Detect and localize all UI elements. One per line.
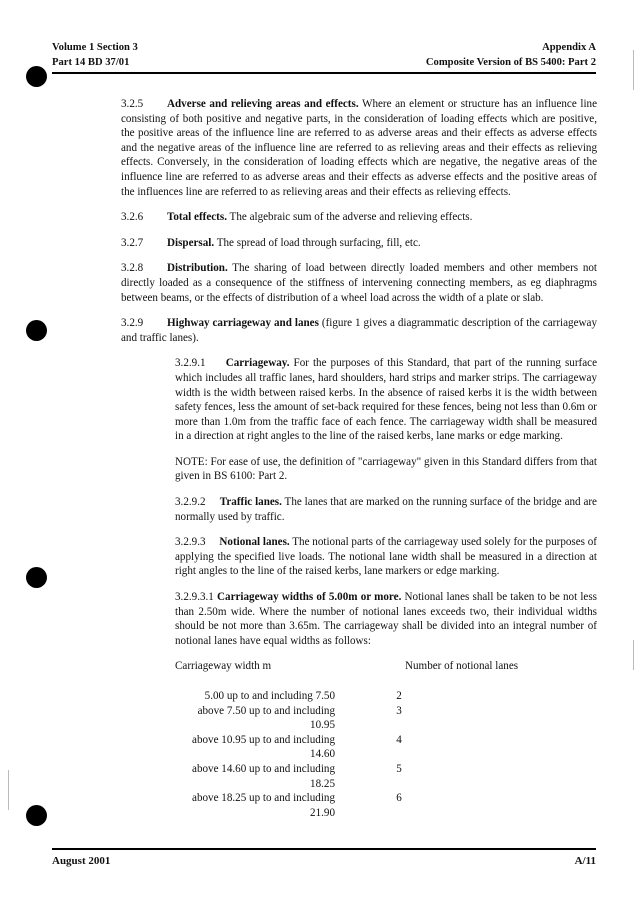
clause-title: Carriageway. — [225, 357, 290, 370]
clause-number: 3.2.6 — [121, 211, 144, 224]
clause-number: 3.2.9.2 — [175, 496, 206, 509]
clause-number: 3.2.9.1 — [175, 357, 206, 370]
clause-title: Notional lanes. — [219, 536, 290, 549]
clause-title: Traffic lanes. — [219, 496, 282, 509]
table-row — [175, 733, 597, 762]
clause-number: 3.2.5 — [121, 98, 144, 110]
cell-width: above 14.60 up to and including 18.25 — [192, 762, 335, 790]
column-header-width: Carriageway width m — [175, 660, 272, 673]
paragraph — [121, 97, 597, 199]
subparagraph — [175, 535, 597, 579]
clause-text: The lanes that are marked on the running surface of the bridge and are normally used by traffic. — [175, 496, 597, 523]
header-volume: Volume 1 Section 3 — [52, 42, 138, 53]
header-part: Part 14 BD 37/01 — [52, 57, 130, 68]
header-appendix: Appendix A — [542, 42, 596, 53]
clause-number: 3.2.7 — [121, 236, 144, 249]
table-row — [175, 791, 597, 820]
scan-edge-mark — [633, 640, 634, 670]
header-version: Composite Version of BS 5400: Part 2 — [425, 57, 596, 68]
note-text: NOTE: For ease of use, the definition of "carriageway" given in this Standard differs from that given in BS 6100: Part 2. — [175, 455, 597, 483]
punch-hole-upper — [26, 320, 47, 341]
clause-text: For the purposes of this Standard, that part of the running surface which includes all traffic lanes, hard shoulders, hard strips and marker strips. The carriageway width is the width between raised kerbs. In the absence of raised kerbs it is the width between safety fences, less the amount of set-back required for these fences, being not less than 0.6m or more than 1.0m from the traffic face of each fence. The carriageway width shall be measured in a direction at right angles to the line of the raised kerbs, lane marks or edge marking. — [175, 357, 597, 443]
paragraph — [121, 261, 597, 305]
subparagraph — [175, 495, 597, 524]
subparagraph — [175, 590, 597, 648]
clause-number: 3.2.9.3.1 — [175, 591, 214, 604]
clause-title: Carriageway widths of 5.00m or more. — [217, 591, 402, 604]
punch-hole-top — [26, 66, 47, 87]
page-body — [121, 97, 597, 820]
cell-width: above 7.50 up to and including 10.95 — [197, 704, 335, 732]
cell-width: above 18.25 up to and including 21.90 — [192, 792, 335, 819]
clause-text: Where an element or structure has an influence line consisting of both positive and negative parts, in the consideration of loading effects which are positive, the positive areas of the influence line are referred to as adverse areas and their effects as adverse effects and the negative areas of the influence line are referred to as relieving areas and their effects as relieving effects. Conversely, in the consideration of loading effects which are negative, the negative areas of the influence line are referred to as adverse areas and their effects as adverse effects and the positive areas of the influences line are referred to as relieving areas and their effects as relieving effects. — [121, 98, 597, 198]
clause-number: 3.2.9 — [121, 317, 144, 330]
punch-hole-lower — [26, 567, 47, 588]
clause-text: The algebraic sum of the adverse and relieving effects. — [226, 211, 473, 224]
clause-text: The notional parts of the carriageway used solely for the purposes of applying the specified live loads. The notional lane width shall be measured in a direction at right angles to the line of the raised kerbs, lane markers or edge marking. — [175, 536, 597, 578]
cell-lanes: 2 — [396, 690, 402, 702]
clause-title: Highway carriageway and lanes — [167, 317, 319, 330]
paragraph — [121, 210, 597, 225]
clause-text: (figure 1 gives a diagrammatic description of the carriageway and traffic lanes). — [121, 317, 597, 344]
header-rule — [52, 72, 596, 74]
cell-width: above 10.95 up to and including 14.60 — [192, 733, 335, 761]
clause-text: The sharing of load between directly loaded members and other members not directly loaded as a consequence of the stiffness of intervening connecting members, as eg diaphragms between beams, or the effects of distribution of a wheel load across the width of a plate or slab. — [121, 262, 597, 304]
cell-lanes: 5 — [396, 762, 402, 775]
note — [175, 455, 597, 484]
clause-title: Total effects. — [167, 211, 227, 224]
paragraph — [121, 316, 597, 345]
table-row — [175, 762, 597, 791]
clause-number: 3.2.9.3 — [175, 536, 206, 549]
clause-title: Distribution. — [167, 262, 228, 275]
cell-lanes: 4 — [396, 733, 402, 746]
column-header-lanes: Number of notional lanes — [405, 660, 519, 673]
footer-date: August 2001 — [52, 855, 111, 867]
table-row — [175, 689, 597, 704]
scan-edge-mark — [8, 770, 9, 810]
punch-hole-bottom — [26, 805, 47, 826]
cell-lanes: 6 — [396, 792, 402, 805]
footer-rule — [52, 848, 596, 850]
scan-edge-mark — [633, 50, 634, 90]
clause-number: 3.2.8 — [121, 262, 144, 275]
table-row — [175, 704, 597, 733]
clause-title: Adverse and relieving areas and effects. — [167, 98, 359, 110]
cell-lanes: 3 — [396, 704, 402, 717]
page-number: A/11 — [574, 855, 596, 867]
subparagraph — [175, 356, 597, 444]
paragraph — [121, 236, 597, 251]
table-header — [175, 659, 597, 674]
clause-text: The spread of load through surfacing, fill, etc. — [214, 236, 421, 249]
clause-title: Dispersal. — [167, 236, 215, 249]
lanes-table — [175, 659, 597, 820]
cell-width: 5.00 up to and including 7.50 — [204, 690, 335, 702]
clause-text: Notional lanes shall be taken to be not less than 2.50m wide. Where the number of notional lanes exceeds two, their individual widths should be not more than 3.65m. The carriageway shall be divided into an integral number of notional lanes have equal widths as follows: — [175, 591, 597, 647]
